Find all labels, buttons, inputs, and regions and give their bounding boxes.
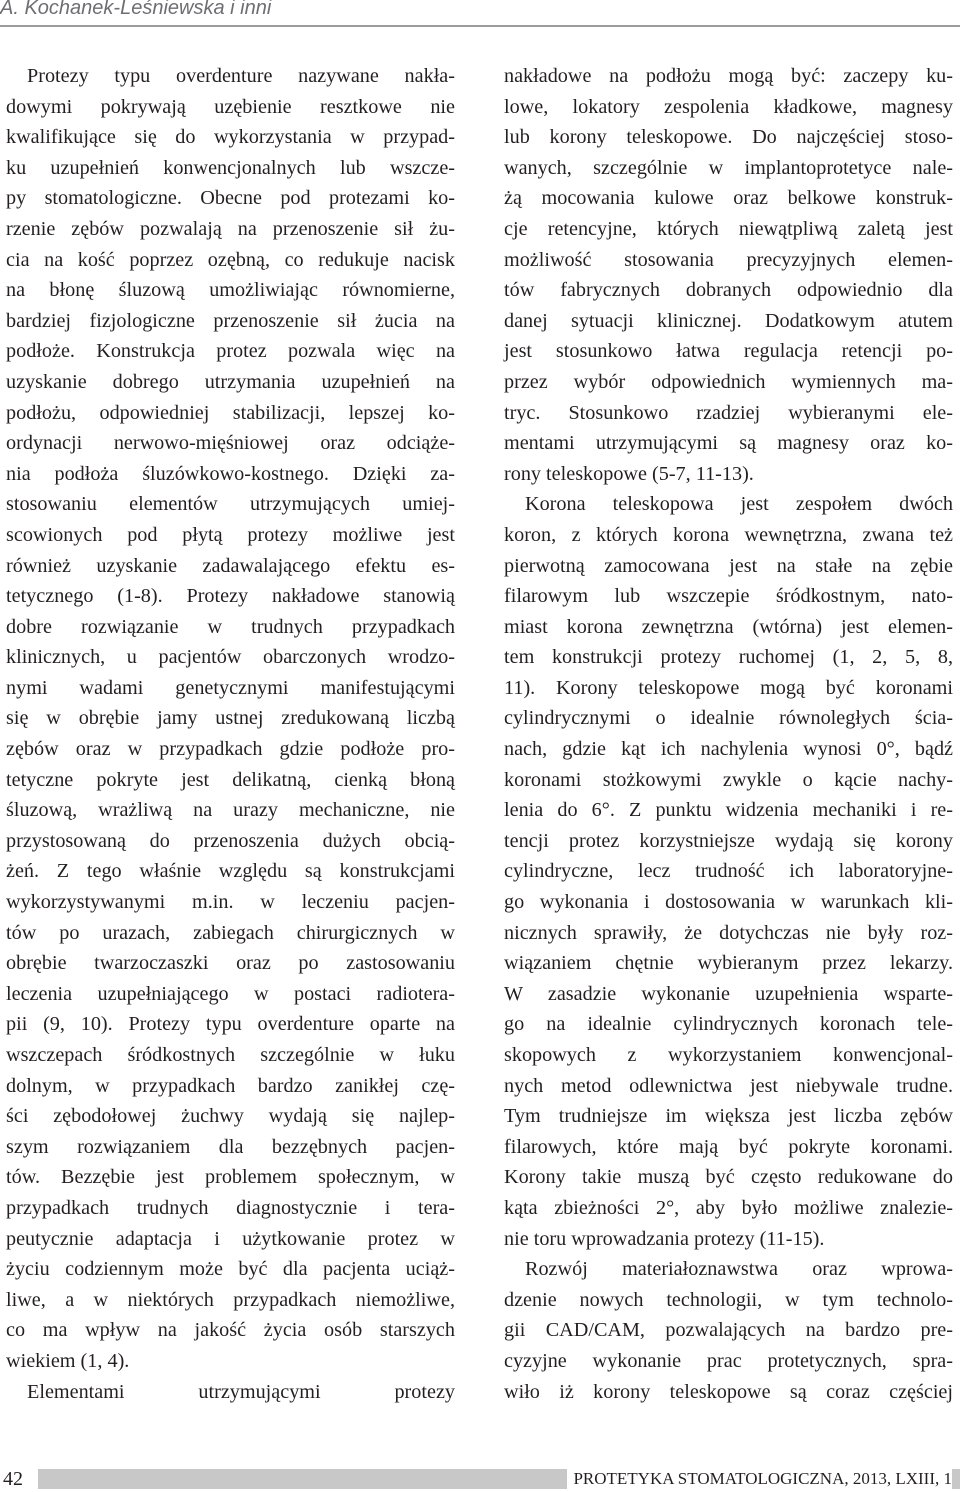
text-line: cia na kość poprzez ozębną, co redukuje nacisk (6, 248, 455, 271)
text-line: pii (9, 10). Protezy typu overdenture oparte na (6, 1013, 455, 1036)
text-line: koronami stożkowymi zwykle o kącie nachy- (504, 768, 953, 791)
text-line: wiło iż korony teleskopowe są coraz częściej (504, 1380, 953, 1403)
text-line: pierwotną zamocowana jest na stałe na zębie (504, 554, 953, 577)
text-line: liwe, a w niektórych przypadkach niemożliwe, (6, 1288, 455, 1311)
text-line: śluzową, wrażliwą na urazy mechaniczne, nie (6, 799, 455, 822)
left-column (6, 61, 455, 1407)
text-line: 11). Korony teleskopowe mogą być koronami (504, 676, 953, 699)
text-line: Elementami utrzymującymi protezy (27, 1380, 455, 1403)
text-line: py stomatologiczne. Obecne pod protezami ko- (6, 187, 455, 210)
text-line: koron, z których korona wewnętrzna, zwana też (504, 523, 953, 546)
text-line: filarowych, które mają być pokryte koronami. (504, 1135, 953, 1158)
text-line: rony teleskopowe (5-7, 11-13). (504, 462, 754, 485)
text-line: na błonę śluzową umożliwiając równomierne, (6, 279, 455, 302)
text-line: żą mocowania kulowe oraz belkowe konstruk- (504, 187, 953, 210)
text-line: tetyczne pokryte jest delikatną, cienką błoną (6, 768, 455, 791)
text-line: cyzyjne wykonanie prac protetycznych, spra- (504, 1349, 953, 1372)
text-line: przystosowaną do przenoszenia dużych obcią- (6, 829, 455, 852)
text-line: tryc. Stosunkowo rzadziej wybieranymi ele- (504, 401, 953, 424)
text-line: tów. Bezzębie jest problemem społecznym, w (6, 1166, 455, 1189)
text-line: Korona teleskopowa jest zespołem dwóch (525, 493, 953, 516)
text-line: W zasadzie wykonanie uzupełnienia wsparte- (504, 982, 953, 1005)
text-line: wszczepach śródkostnych szczególnie w łuku (6, 1044, 455, 1066)
text-line: filarowym lub wszczepie śródkostnym, nato- (504, 585, 953, 608)
text-line: peutycznie adaptacja i użytkowanie protez w (6, 1227, 455, 1250)
right-column (504, 61, 953, 1407)
text-line: nach, gdzie kąt ich nachylenia wynosi 0°, bądź (504, 738, 953, 761)
text-line: kąta zbieżności 2°, aby było możliwe znalezie- (504, 1196, 953, 1219)
text-line: przez wybór odpowiednich wymiennych ma- (504, 370, 953, 393)
text-line: stosowaniu elementów utrzymujących umiej- (6, 493, 455, 516)
text-line: Rozwój materiałoznawstwa oraz wprowa- (525, 1258, 953, 1281)
text-line: dowymi pokrywają uzębienie resztkowe nie (6, 95, 455, 118)
text-line: wiekiem (1, 4). (6, 1349, 130, 1372)
text-line: miast korona zewnętrzna (wtórna) jest elemen- (504, 615, 953, 638)
text-line: uzyskanie dobrego utrzymania uzupełnień na (6, 370, 455, 393)
text-line: lowe, lokatory zespolenia kładkowe, magnesy (504, 95, 953, 118)
text-line: danej sytuacji klinicznej. Dodatkowym atutem (504, 309, 953, 332)
journal-citation: PROTETYKA STOMATOLOGICZNA, 2013, LXIII, 1 (567, 1469, 952, 1489)
text-line: tem konstrukcji protezy ruchomej (1, 2, 5, 8, (504, 646, 953, 669)
text-line: nych metod odlewnictwa jest niebywale trudne. (504, 1074, 953, 1097)
text-line: Protezy typu overdenture nazywane nakła- (27, 65, 455, 87)
text-line: scowionych pod płytą protezy możliwe jest (6, 523, 455, 546)
text-line: tencji protez korzystniejsze wydają się korony (504, 829, 953, 852)
running-header (0, 0, 960, 34)
text-line: ku uzupełnień konwencjonalnych lub wszcze- (6, 156, 455, 179)
text-line: klinicznych, u pacjentów obarczonych wrodzo- (6, 646, 455, 669)
text-line: zębów oraz w przypadkach gdzie podłoże pro- (6, 738, 455, 761)
text-line: dolnym, w przypadkach bardzo zanikłej czę- (6, 1074, 455, 1097)
text-line: wanych, szczególnie w implantoprotetyce nale- (504, 156, 953, 179)
text-line: kwalifikujące się do wykorzystania w przypad- (6, 126, 455, 149)
text-line: nia podłoża śluzówkowo-kostnego. Dzięki za- (6, 462, 455, 485)
text-line: skopowych z wykorzystaniem konwencjonal- (504, 1044, 953, 1066)
text-line: dzenie nowych technologii, w tym technolo- (504, 1288, 953, 1311)
text-line: ści zębodołowej żuchwy wydają się najlep- (6, 1105, 455, 1128)
text-line: lub korony teleskopowe. Do najczęściej stoso- (504, 126, 953, 149)
text-line: co ma wpływ na jakość życia osób starszych (6, 1319, 455, 1342)
text-line: również uzyskanie zadawalającego efektu es- (6, 554, 455, 577)
text-line: lenia do 6°. Z punktu widzenia mechaniki i re- (504, 799, 953, 822)
text-line: nakładowe na podłożu mogą być: zaczepy ku- (504, 65, 953, 87)
text-line: wiązaniem chętnie wybieranym przez lekarzy. (504, 952, 953, 975)
text-line: Tym trudniejsze im większa jest liczba zębów (504, 1105, 953, 1128)
text-line: tów po urazach, zabiegach chirurgicznych w (6, 921, 455, 944)
text-line: podłożu, odpowiedniej stabilizacji, lepszej ko- (6, 401, 455, 424)
text-line: ordynacji nerwowo-mięśniowej oraz odciąże- (6, 432, 455, 455)
text-line: się w obrębie jamy ustnej zredukowaną liczbą (6, 707, 455, 730)
text-line: gii CAD/CAM, pozwalających na bardzo pre- (504, 1319, 953, 1342)
text-line: leczenia uzupełniającego w postaci radiotera- (6, 982, 455, 1005)
text-line: tetycznego (1-8). Protezy nakładowe stanowią (6, 585, 455, 608)
text-line: go wykonania i dostosowania w warunkach kli- (504, 891, 953, 914)
running-head-authors: A. Kochanek-Leśniewska i inni (0, 0, 272, 19)
header-divider (0, 25, 960, 27)
text-line: możliwość stosowania precyzyjnych elemen- (504, 248, 953, 271)
text-line: mentami utrzymującymi są magnesy oraz ko- (504, 432, 953, 455)
text-line: podłoże. Konstrukcja protez pozwala więc na (6, 340, 455, 363)
text-line: obrębie twarzoczaszki oraz po zastosowaniu (6, 952, 455, 975)
text-line: przypadkach trudnych diagnostycznie i tera- (6, 1196, 455, 1219)
text-line: tów fabrycznych dobranych odpowiednio dla (504, 279, 953, 302)
text-line: cylindrycznymi o idealnie równoległych ścia- (504, 707, 953, 730)
text-line: nymi wadami genetycznymi manifestującymi (6, 676, 455, 699)
text-line: dobre rozwiązanie w trudnych przypadkach (6, 615, 455, 638)
text-line: Korony takie muszą być często redukowane do (504, 1166, 953, 1189)
text-line: go na idealnie cylindrycznych koronach tele- (504, 1013, 953, 1036)
text-line: cylindryczne, lecz trudność ich laboratoryjne- (504, 860, 953, 883)
text-line: wykorzystywanymi m.in. w leczeniu pacjen- (6, 891, 455, 914)
text-line: nie toru wprowadzania protezy (11-15). (504, 1227, 825, 1250)
text-line: jest stosunkowo łatwa regulacja retencji po- (504, 340, 953, 363)
text-line: cje retencyjne, których niewątpliwą zaletą jest (504, 217, 953, 240)
page-footer (0, 1462, 960, 1492)
text-line: życiu codziennym może być dla pacjenta uciąż- (6, 1258, 455, 1281)
text-line: rzenie zębów pozwalają na przenoszenie sił żu- (6, 217, 455, 240)
page-number: 42 (0, 1469, 38, 1489)
text-line: żeń. Z tego właśnie względu są konstrukcjami (6, 860, 455, 883)
text-line: szym rozwiązaniem dla bezzębnych pacjen- (6, 1135, 455, 1158)
text-line: bardziej fizjologiczne przenoszenie sił żucia na (6, 309, 455, 332)
text-line: nicznych sprawiły, że dotychczas nie były roz- (504, 921, 953, 944)
